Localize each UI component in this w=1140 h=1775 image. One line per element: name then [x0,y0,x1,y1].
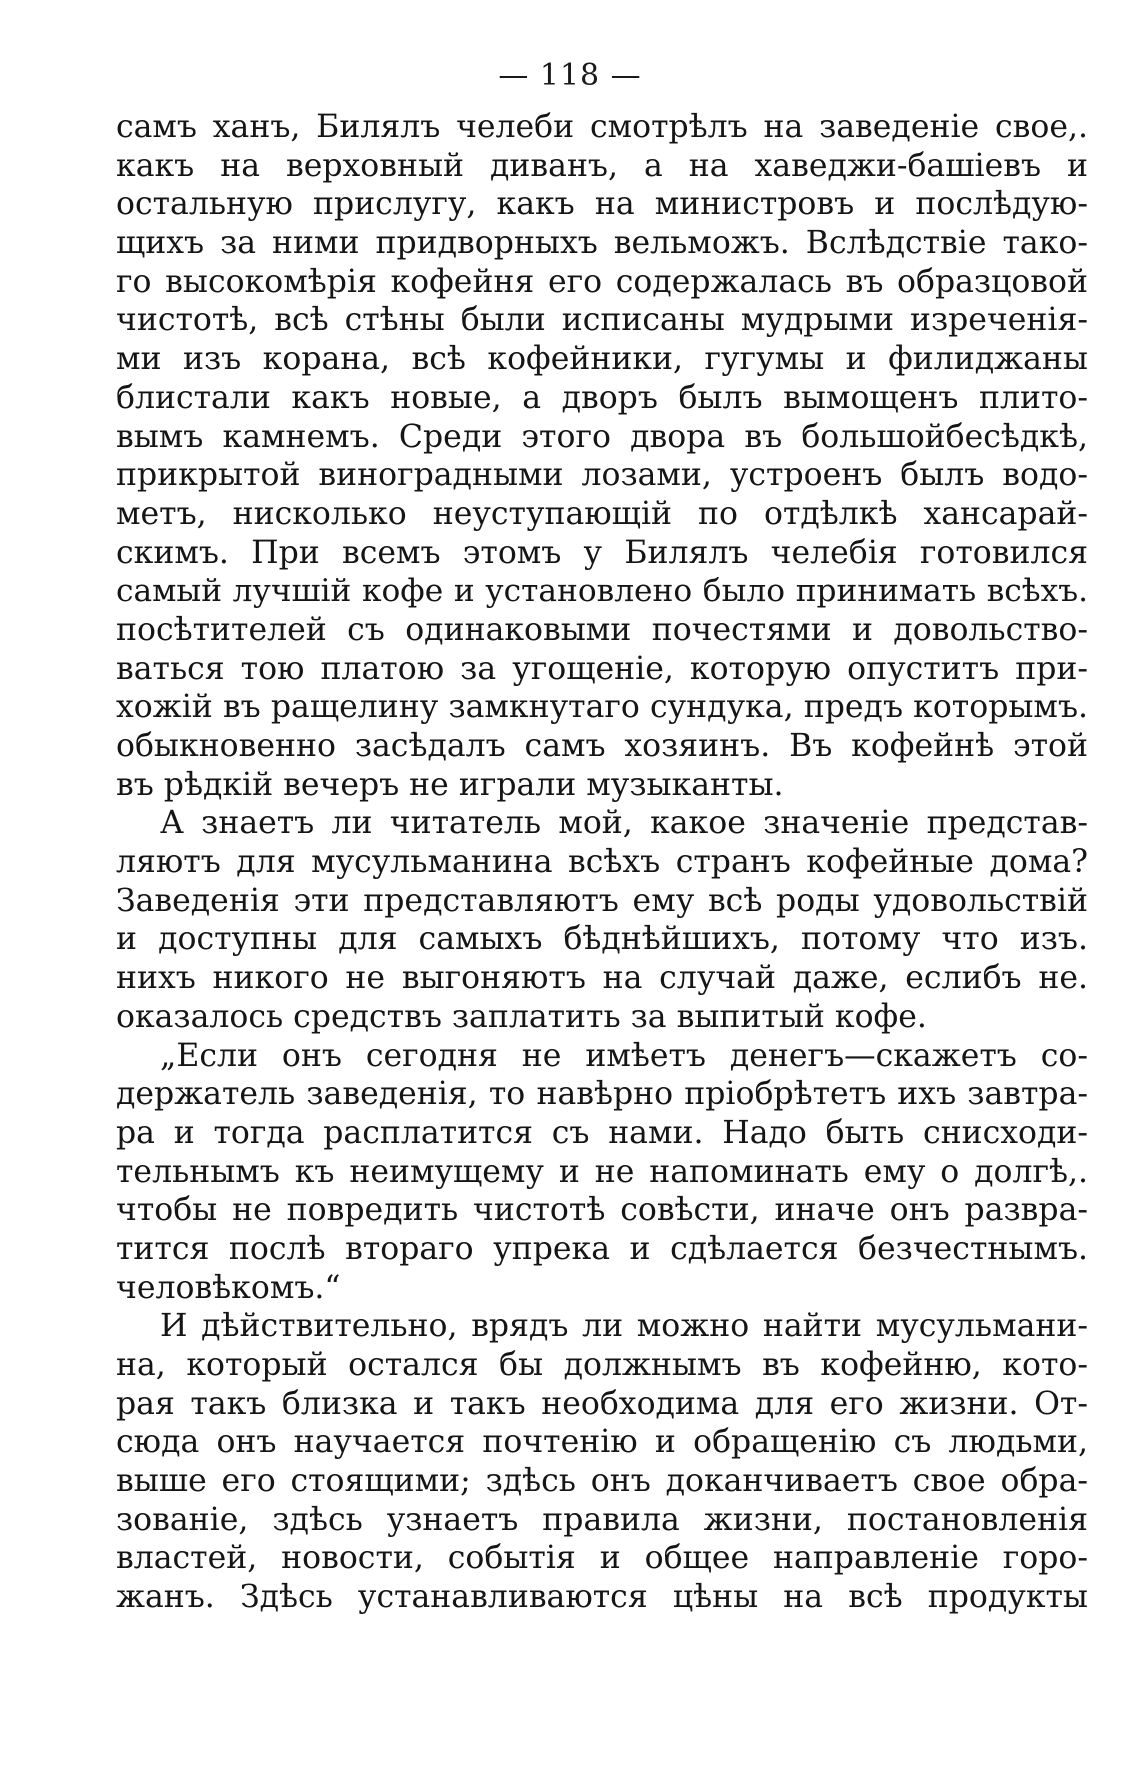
text-line: го высокомѣрія кофейня его содержалась въ образцовой [116,263,1088,300]
text-line: блистали какъ новые, а дворъ былъ вымощенъ плито- [116,379,1088,416]
text-line: и доступны для самыхъ бѣднѣйшихъ, потому что изъ. [116,921,1088,958]
page-number: — 118 — [498,58,642,93]
text-line: И дѣйствительно, врядъ ли можно найти мусульмани- [160,1308,1088,1345]
text-line: ми изъ корана, всѣ кофейники, гугумы и филиджаны [116,341,1088,378]
text-line: самъ ханъ, Билялъ челеби смотрѣлъ на заведеніе свое,. [116,109,1088,145]
text-line: тельнымъ къ неимущему и не напоминать ему о долгѣ,. [116,1153,1088,1190]
text-line: зованіе, здѣсь узнаетъ правила жизни, постановленія [116,1501,1088,1538]
text-line: жанъ. Здѣсь устанавливаются цѣны на всѣ продукты [116,1579,1088,1616]
text-line: оказалось средствъ заплатить за выпитый кофе. [116,998,927,1035]
text-line: скимъ. При всемъ этомъ у Билялъ челебія готовился [116,534,1088,571]
text-line: прикрытой виноградными лозами, устроенъ былъ водо- [116,457,1088,494]
text-line: ра и тогда расплатится съ нами. Надо быть снисходи- [116,1114,1088,1151]
text-line: Заведенія эти представляютъ ему всѣ роды удовольствій [116,882,1088,919]
text-line: властей, новости, событія и общее направленіе горо- [116,1540,1088,1577]
text-line: нихъ никого не выгоняютъ на случай даже, еслибъ не. [116,960,1088,997]
text-line: тится послѣ втораго упрека и сдѣлается безчестнымъ. [116,1230,1088,1267]
text-line: вымъ камнемъ. Среди этого двора въ большойбесѣдкѣ, [116,418,1088,455]
text-line: выше его стоящими; здѣсь онъ доканчиваетъ свое обра- [116,1463,1088,1500]
text-line: чистотѣ, всѣ стѣны были исписаны мудрыми изреченія- [116,302,1088,339]
text-line: на, который остался бы должнымъ въ кофейню, кото- [116,1347,1088,1383]
body-text [116,108,1088,1617]
text-line: держатель заведенія, то навѣрно пріобрѣтетъ ихъ завтра- [116,1076,1088,1113]
text-line: рая такъ близка и такъ необходима для его жизни. От- [116,1385,1088,1422]
text-line: чтобы не повредить чистотѣ совѣсти, иначе онъ развра- [116,1192,1088,1229]
text-line: какъ на верховный диванъ, а на хаведжи-башіевъ и [116,147,1088,184]
text-line: человѣкомъ.“ [116,1269,341,1306]
text-line: обыкновенно засѣдалъ самъ хозяинъ. Въ кофейнѣ этой [116,728,1088,764]
text-line: А знаетъ ли читатель мой, какое значеніе представ- [160,805,1088,842]
text-line: въ рѣдкій вечеръ не играли музыканты. [116,766,784,803]
text-line: сюда онъ научается почтенію и обращенію съ людьми, [116,1424,1088,1461]
text-line: ляютъ для мусульманина всѣхъ странъ кофейные дома? [116,844,1088,881]
text-line: самый лучшій кофе и установлено было принимать всѣхъ. [116,573,1088,610]
text-line: щихъ за ними придворныхъ вельможъ. Вслѣдствіе тако- [116,225,1088,262]
text-line: метъ, нисколько неуступающій по отдѣлкѣ хансарай- [116,495,1088,532]
text-line: посѣтителей съ одинаковыми почестями и довольство- [116,611,1088,648]
text-line: остальную прислугу, какъ на министровъ и послѣдую- [116,186,1088,223]
text-line: ваться тою платою за угощеніе, которую опуститъ при- [116,650,1088,687]
text-line: „Если онъ сегодня не имѣетъ денегъ—скажетъ со- [160,1037,1088,1074]
text-line: хожій въ ращелину замкнутаго сундука, предъ которымъ. [116,689,1088,726]
